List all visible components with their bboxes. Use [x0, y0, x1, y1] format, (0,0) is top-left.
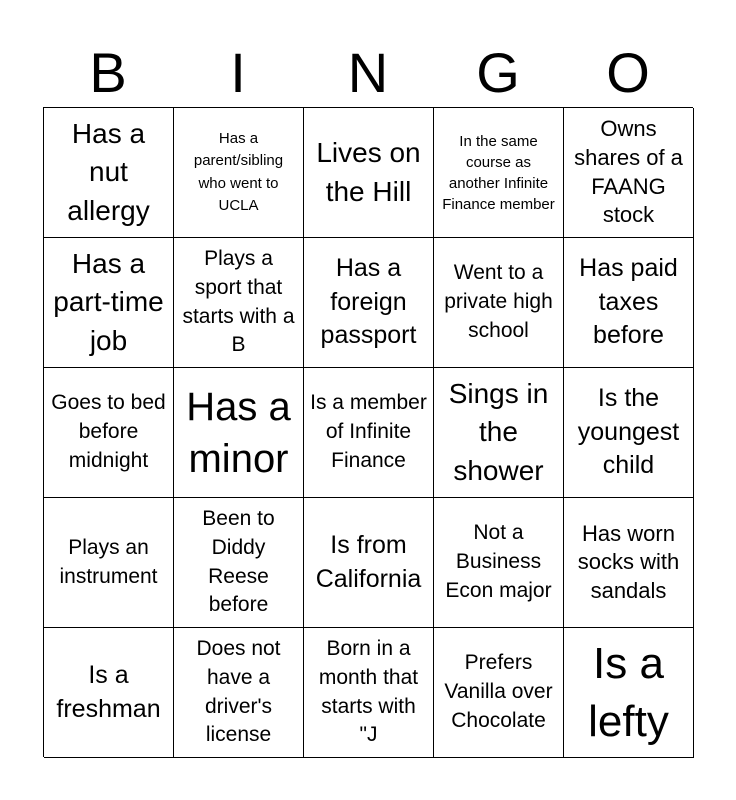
bingo-cell[interactable] [434, 238, 564, 368]
bingo-cell[interactable] [174, 498, 304, 628]
cell-text: Sings in the shower [448, 377, 549, 486]
bingo-cell[interactable] [174, 628, 304, 758]
cell-text: Plays an instrument [59, 535, 158, 588]
header-letter-g: G [476, 41, 520, 104]
bingo-cell[interactable] [434, 498, 564, 628]
cell-text: Plays a sport that starts with a B [182, 246, 295, 357]
cell-text: Not a Business Econ major [445, 521, 552, 602]
bingo-cell[interactable] [304, 498, 434, 628]
bingo-cell[interactable] [174, 238, 304, 368]
cell-text: Has a part-time job [53, 247, 164, 356]
cell-text: Prefers Vanilla over Chocolate [444, 651, 553, 732]
bingo-cell[interactable] [434, 368, 564, 498]
bingo-cell[interactable] [44, 498, 174, 628]
bingo-cell[interactable] [304, 238, 434, 368]
cell-text: Went to a private high school [444, 261, 553, 342]
bingo-cell[interactable] [564, 628, 694, 758]
cell-text: Has paid taxes before [579, 253, 678, 350]
cell-text: Lives on the Hill [316, 136, 421, 207]
bingo-cell[interactable] [434, 108, 564, 238]
cell-text: In the same course as another Infinite Finance member [442, 132, 555, 213]
cell-text: Is from California [315, 530, 422, 593]
cell-text: Born in a month that starts with "J [318, 636, 419, 747]
bingo-cell[interactable] [304, 108, 434, 238]
header-letter-i: I [230, 41, 246, 104]
bingo-header [43, 38, 693, 108]
bingo-cell[interactable] [564, 368, 694, 498]
cell-text: Does not have a driver's license [196, 636, 281, 747]
bingo-cell[interactable] [564, 238, 694, 368]
cell-text: Has a minor [186, 384, 291, 481]
bingo-cell[interactable] [304, 368, 434, 498]
bingo-cell[interactable] [564, 108, 694, 238]
cell-text: Is a lefty [588, 639, 669, 746]
cell-text: Is a freshman [56, 660, 161, 723]
cell-text: Been to Diddy Reese before [202, 506, 275, 617]
cell-text: Has worn socks with sandals [577, 520, 680, 603]
cell-text: Goes to bed before midnight [51, 391, 166, 472]
cell-text: Has a foreign passport [320, 253, 417, 350]
header-letter-b: B [89, 41, 127, 104]
bingo-cell[interactable] [44, 368, 174, 498]
bingo-cell[interactable] [304, 628, 434, 758]
cell-text: Has a nut allergy [67, 117, 150, 226]
bingo-cell[interactable] [44, 238, 174, 368]
bingo-grid [43, 107, 693, 757]
header-letter-o: O [606, 41, 650, 104]
cell-text: Has a parent/sibling who went to UCLA [193, 129, 284, 214]
cell-text: Owns shares of a FAANG stock [574, 116, 683, 228]
bingo-cell[interactable] [44, 108, 174, 238]
bingo-cell[interactable] [174, 368, 304, 498]
bingo-cell[interactable] [434, 628, 564, 758]
bingo-cell[interactable] [564, 498, 694, 628]
cell-text: Is the youngest child [577, 383, 680, 480]
header-letter-n: N [347, 41, 389, 104]
bingo-cell[interactable] [174, 108, 304, 238]
cell-text: Is a member of Infinite Finance [310, 391, 427, 472]
bingo-cell[interactable] [44, 628, 174, 758]
